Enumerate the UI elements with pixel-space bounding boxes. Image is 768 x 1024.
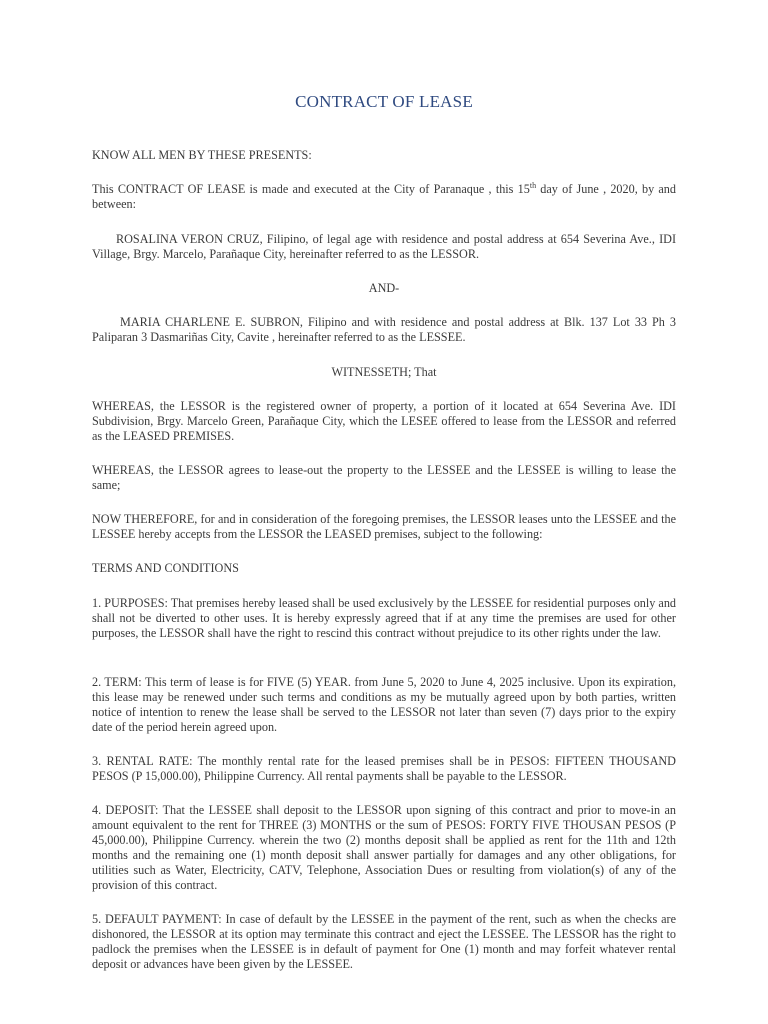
term-rental-rate: 3. RENTAL RATE: The monthly rental rate for the leased premises shall be in PESOS: FIFTEEN THOUSAND PESOS (P 15,000.00), Philippine Currency. All rental payments shall be payable to the LESSOR. — [92, 754, 676, 783]
made-text-after: day of June , 2020, by and between: — [92, 182, 676, 211]
now-therefore-paragraph: NOW THEREFORE, for and in consideration of the foregoing premises, the LESSOR leases unto the LESSEE and the LESSEE hereby accepts from the LESSOR the LEASED premises, subject to the following: — [92, 512, 676, 541]
lessor-paragraph: ROSALINA VERON CRUZ, Filipino, of legal age with residence and postal address at 654 Severina Ave., IDI Village, Brgy. Marcelo, Parañaque City, hereinafter referred to as the LESSOR. — [92, 232, 676, 261]
intro-line: KNOW ALL MEN BY THESE PRESENTS: — [92, 148, 312, 162]
whereas-paragraph-2: WHEREAS, the LESSOR agrees to lease-out the property to the LESSEE and the LESSEE is willing to lease the same; — [92, 463, 676, 492]
lessee-paragraph: MARIA CHARLENE E. SUBRON, Filipino and with residence and postal address at Blk. 137 Lot 33 Ph 3 Paliparan 3 Dasmariñas City, Cavite , hereinafter referred to as the LESSEE. — [92, 315, 676, 344]
witnesseth-heading: WITNESSETH; That — [331, 365, 437, 379]
made-text-before: This CONTRACT OF LEASE is made and executed at the City of Paranaque , this 15 — [92, 182, 530, 196]
whereas-paragraph-1: WHEREAS, the LESSOR is the registered owner of property, a portion of it located at 654 Severina Ave. IDI Subdivision, Brgy. Marcelo Green, Parañaque City, which the LESEE offered to lease from the LESSOR and referred as the LEASED PREMISES. — [92, 399, 676, 443]
term-deposit: 4. DEPOSIT: That the LESSEE shall deposit to the LESSOR upon signing of this contract and prior to move-in an amount equivalent to the rent for THREE (3) MONTHS or the sum of PESOS: FORTY FIVE THOUSAN PESOS (P 45,000.00), Philippine Currency. wherein the two (2) months deposit shall be applied as rent for the 11th and 12th months and the remaining one (1) month deposit shall answer partially for damages and any other obligations, for utilities such as Water, Electricity, CATV, Telephone, Association Dues or resulting from violation(s) of any of the provision of this contract. — [92, 803, 676, 892]
and-separator: AND- — [368, 281, 400, 295]
term-term: 2. TERM: This term of lease is for FIVE (5) YEAR. from June 5, 2020 to June 4, 2025 inclusive. Upon its expiration, this lease may be renewed under such terms and conditions as my be mutually agreed upon by both parties, written notice of intention to renew the lease shall be served to the LESSOR not later than seven (7) days prior to the expiry date of the period herein agreed upon. — [92, 675, 676, 734]
contract-made-paragraph — [92, 182, 676, 212]
term-purposes: 1. PURPOSES: That premises hereby leased shall be used exclusively by the LESSEE for residential purposes only and shall not be diverted to other uses. It is hereby expressly agreed that if at any time the premises are used for other purposes, the LESSOR shall have the right to rescind this contract without prejudice to its other rights under the law. — [92, 596, 676, 640]
document-title: CONTRACT OF LEASE — [295, 92, 473, 111]
terms-heading: TERMS AND CONDITIONS — [92, 561, 239, 575]
term-default-payment: 5. DEFAULT PAYMENT: In case of default by the LESSEE in the payment of the rent, such as when the checks are dishonored, the LESSOR at its option may terminate this contract and eject the LESSEE. The LESSOR has the right to padlock the premises when the LESSEE is in default of payment for One (1) month and may forfeit whatever rental deposit or advances have been given by the LESSEE. — [92, 912, 676, 971]
ordinal-suffix: th — [529, 180, 537, 190]
